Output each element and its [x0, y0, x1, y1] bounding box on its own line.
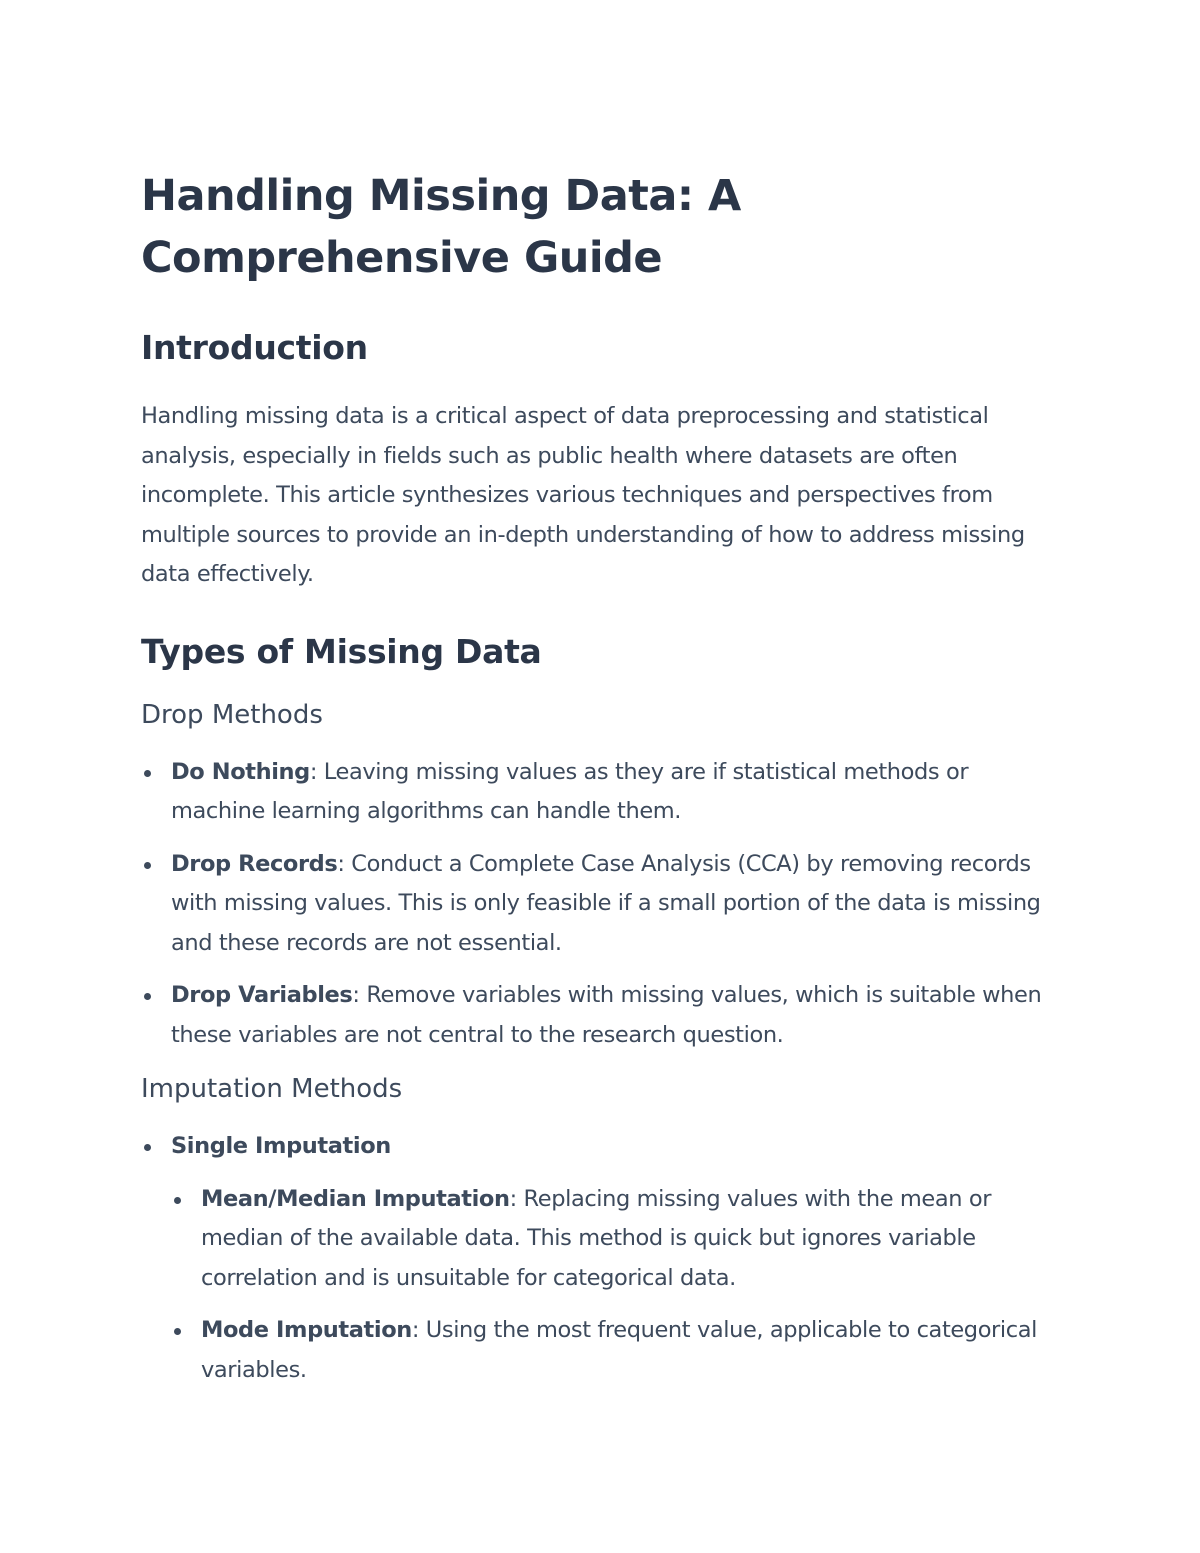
drop-methods-list	[141, 753, 1061, 1056]
list-item-text: : Leaving missing values as they are if statistical methods or machine learning algorithms can handle them.	[171, 758, 969, 824]
list-item	[141, 845, 1061, 964]
imputation-methods-heading: Imputation Methods	[141, 1074, 403, 1104]
list-item-term: Mode Imputation	[201, 1317, 412, 1343]
list-item	[171, 1311, 1061, 1390]
introduction-paragraph: Handling missing data is a critical aspect of data preprocessing and statistical analysis, especially in fields such as public health where datasets are often incomplete. This article synthesizes various techniques and perspectives from multiple sources to provide an in-depth understanding of how to address missing data effectively.	[141, 403, 1025, 587]
list-item	[141, 753, 1061, 832]
list-item-term: Do Nothing	[171, 758, 310, 785]
list-item-term: Drop Records	[171, 850, 338, 877]
list-item-term: Mean/Median Imputation	[201, 1185, 510, 1212]
imputation-methods-list	[141, 1127, 1061, 1390]
list-item	[171, 1180, 1061, 1299]
list-item-text: : Using the most frequent value, applicable to categorical variables.	[201, 1317, 1037, 1383]
list-item-term: Single Imputation	[171, 1133, 391, 1159]
single-imputation-list	[171, 1180, 1061, 1391]
list-item-text: : Remove variables with missing values, which is suitable when these variables are not central to the research question.	[171, 982, 1042, 1048]
document-page	[141, 165, 1061, 1403]
list-item-term: Drop Variables	[171, 982, 353, 1008]
drop-methods-heading: Drop Methods	[141, 699, 323, 730]
document-title: Handling Missing Data: A Comprehensive Guide	[141, 171, 741, 283]
list-item	[141, 1127, 1061, 1390]
list-item-text: : Replacing missing values with the mean or median of the available data. This method is quick but ignores variable correlation and is unsuitable for categorical data.	[201, 1185, 992, 1291]
list-item	[141, 976, 1061, 1055]
list-item-text: : Conduct a Complete Case Analysis (CCA) by removing records with missing values. This is only feasible if a small portion of the data is missing and these records are not essential.	[171, 850, 1041, 956]
introduction-heading: Introduction	[141, 328, 368, 367]
types-heading: Types of Missing Data	[141, 631, 542, 671]
